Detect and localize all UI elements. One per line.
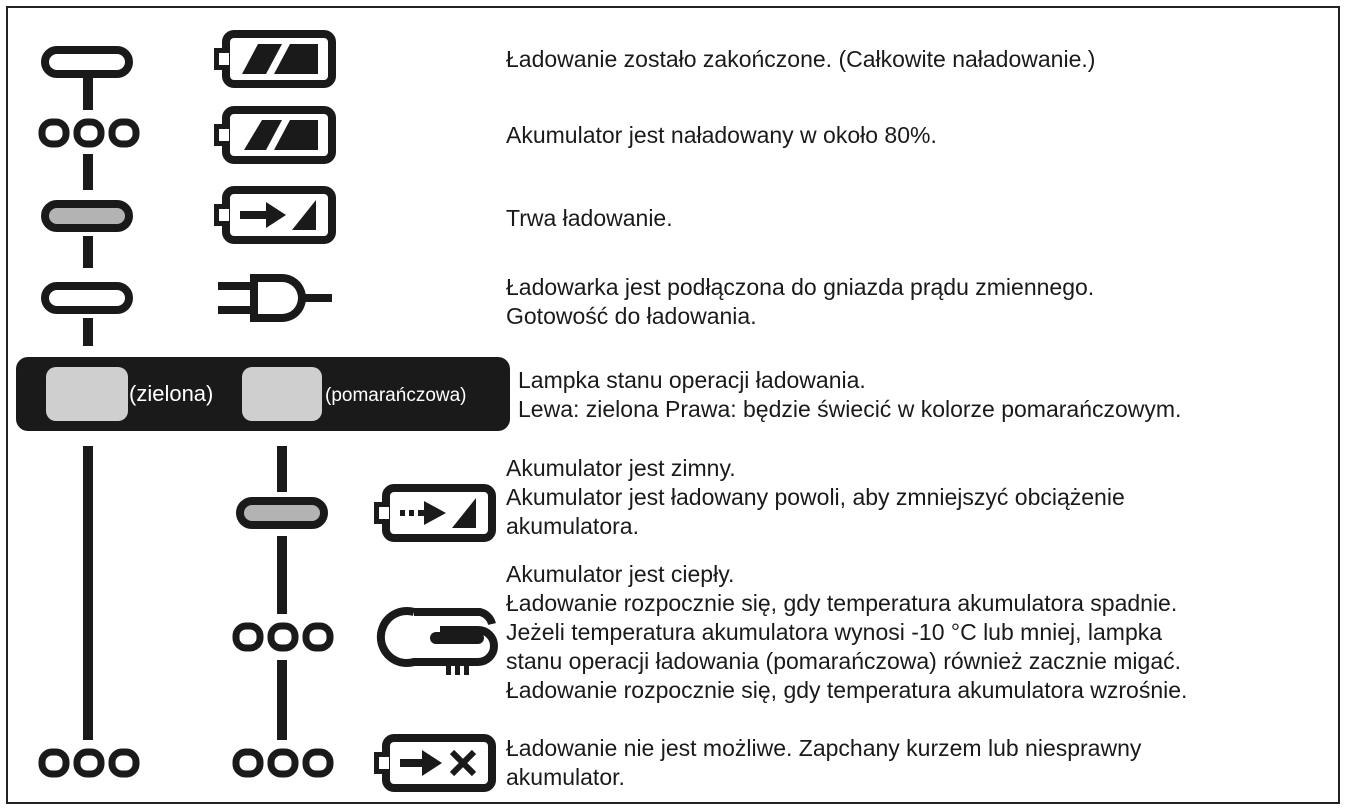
green-lamp-label: (zielona) xyxy=(129,381,214,406)
plug-icon xyxy=(218,274,332,322)
row-7-description: Ładowanie nie jest możliwe. Zapchany kurzem lub niesprawny akumulator. xyxy=(506,735,1142,790)
orange-lamp-label: (pomarańczowa) xyxy=(325,385,467,406)
lamp-steady-grey xyxy=(45,204,129,228)
battery-slow-charge-icon xyxy=(374,488,492,538)
lamp-steady-white xyxy=(45,50,129,74)
lamp-steady-grey xyxy=(240,501,324,525)
row-6-description: Akumulator jest ciepły. Ładowanie rozpocznie się, gdy temperatura akumulatora spadnie. Jeżeli temperatura akumulatora wynosi -10 °C lub mniej, lampka stanu operacji ładowania (pomarańczowa) również zacznie migać. Ładowanie rozpocznie się, gdy temperatura akumulatora wzrośnie. xyxy=(506,561,1188,703)
row-5-description: Akumulator jest zimny. Akumulator jest ładowany powoli, aby zmniejszyć obciążenie akumulatora. xyxy=(506,455,1125,539)
lamp-blinking-dots xyxy=(42,122,136,144)
orange-lamp-swatch xyxy=(242,367,322,421)
battery-full-icon xyxy=(214,34,332,84)
lamp-blinking-dots xyxy=(42,752,330,774)
green-lamp-swatch xyxy=(46,367,128,421)
legend-description: Lampka stanu operacji ładowania. Lewa: zielona Prawa: będzie świecić w kolorze pomarańczowym. xyxy=(518,367,1182,422)
battery-error-icon xyxy=(374,738,492,788)
battery-charging-icon xyxy=(214,190,332,240)
row-1-description: Ładowanie zostało zakończone. (Całkowite naładowanie.) xyxy=(506,46,1096,72)
lamp-blinking-dots xyxy=(236,626,330,648)
row-4-description: Ładowarka jest podłączona do gniazda prądu zmiennego. Gotowość do ładowania. xyxy=(506,274,1095,329)
thermometer-icon xyxy=(381,611,494,675)
row-2-description: Akumulator jest naładowany w około 80%. xyxy=(506,122,937,148)
lamp-steady-white xyxy=(45,286,129,310)
row-3-description: Trwa ładowanie. xyxy=(506,205,673,231)
battery-80-icon xyxy=(214,110,332,160)
connector-lines-lower xyxy=(88,446,282,740)
